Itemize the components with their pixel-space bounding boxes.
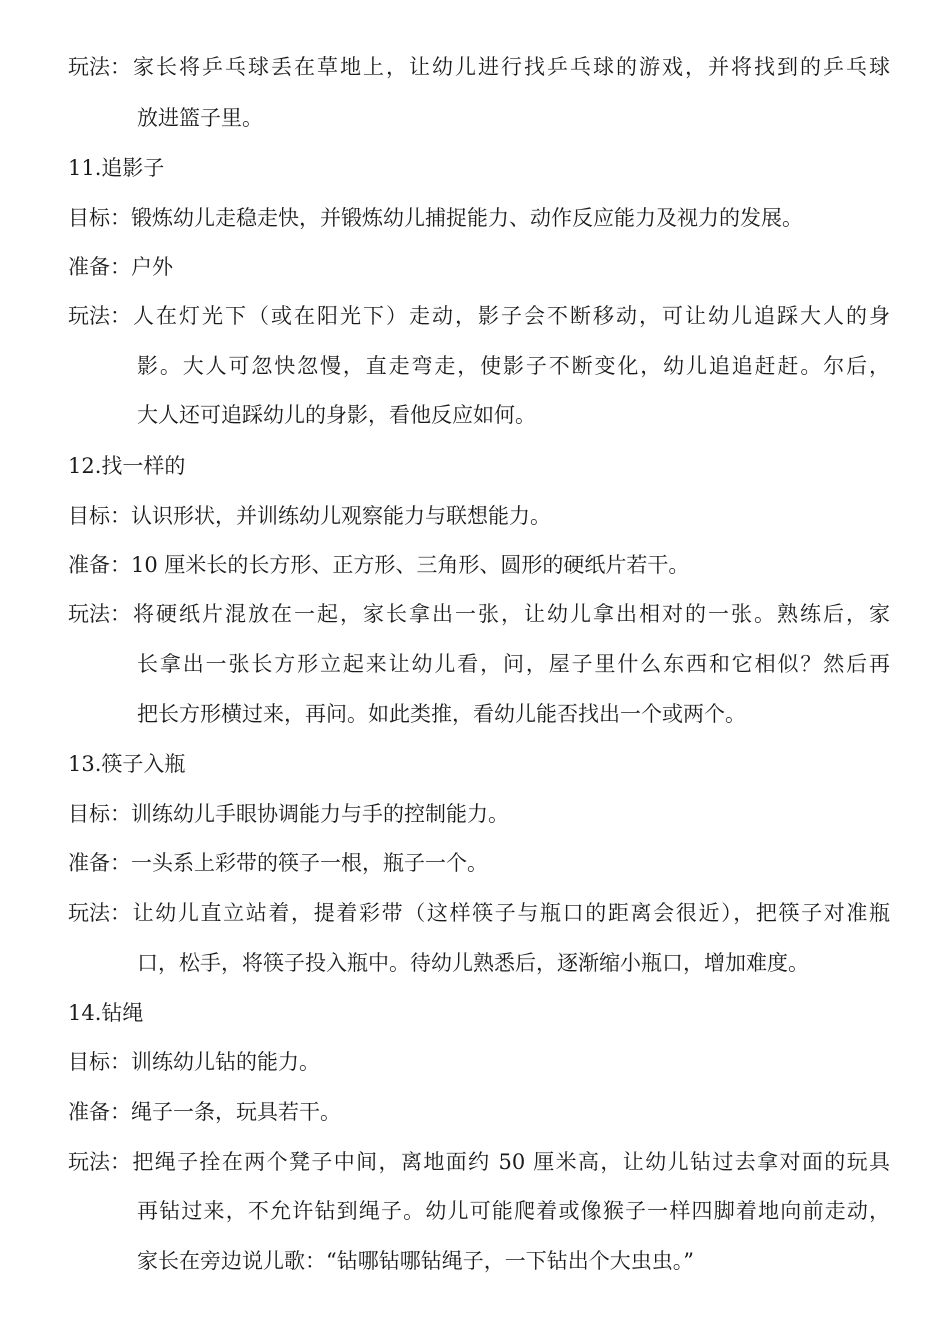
section-title-11: 11.追影子	[68, 156, 165, 180]
play-line-14-2: 再钻过来，不允许钻到绳子。幼儿可能爬着或像猴子一样四脚着地向前走动，	[137, 1199, 890, 1223]
section-title-13: 13.筷子入瓶	[68, 752, 186, 776]
section-title-14: 14.钻绳	[68, 1001, 144, 1025]
play-line-12-2: 长拿出一张长方形立起来让幼儿看，问，屋子里什么东西和它相似？然后再	[137, 652, 890, 676]
prep-line-13: 准备：一头系上彩带的筷子一根，瓶子一个。	[68, 851, 488, 875]
intro-play-line-2: 放进篮子里。	[137, 106, 263, 130]
play-line-12-3: 把长方形横过来，再问。如此类推，看幼儿能否找出一个或两个。	[137, 702, 746, 726]
play-line-12-1: 玩法：将硬纸片混放在一起，家长拿出一张，让幼儿拿出相对的一张。熟练后，家	[68, 602, 890, 626]
prep-line-12: 准备：10 厘米长的长方形、正方形、三角形、圆形的硬纸片若干。	[68, 553, 690, 577]
play-label: 玩法：	[68, 55, 131, 79]
goal-line-11: 目标：锻炼幼儿走稳走快，并锻炼幼儿捕捉能力、动作反应能力及视力的发展。	[68, 206, 803, 230]
play-line-14-3: 家长在旁边说儿歌：“钻哪钻哪钻绳子，一下钻出个大虫虫。”	[137, 1249, 694, 1273]
play-line-11-2: 影。大人可忽快忽慢，直走弯走，使影子不断变化，幼儿追追赶赶。尔后，	[137, 354, 890, 378]
prep-line-11: 准备：户外	[68, 255, 173, 279]
section-title-12: 12.找一样的	[68, 454, 186, 478]
play-line-11-3: 大人还可追踩幼儿的身影，看他反应如何。	[137, 403, 536, 427]
goal-line-12: 目标：认识形状，并训练幼儿观察能力与联想能力。	[68, 504, 551, 528]
play-line-14-1: 玩法：把绳子拴在两个凳子中间，离地面约 50 厘米高，让幼儿钻过去拿对面的玩具	[68, 1150, 890, 1174]
goal-line-14: 目标：训练幼儿钻的能力。	[68, 1050, 320, 1074]
play-line-13-2: 口，松手，将筷子投入瓶中。待幼儿熟悉后，逐渐缩小瓶口，增加难度。	[137, 951, 809, 975]
play-line-13-1: 玩法：让幼儿直立站着，提着彩带（这样筷子与瓶口的距离会很近），把筷子对准瓶	[68, 901, 890, 925]
play-line-11-1: 玩法：人在灯光下（或在阳光下）走动，影子会不断移动，可让幼儿追踩大人的身	[68, 304, 890, 328]
intro-play-line-1: 玩法：家长将乒乓球丢在草地上，让幼儿进行找乒乓球的游戏，并将找到的乒乓球	[68, 52, 890, 82]
goal-line-13: 目标：训练幼儿手眼协调能力与手的控制能力。	[68, 802, 509, 826]
prep-line-14: 准备：绳子一条，玩具若干。	[68, 1100, 341, 1124]
